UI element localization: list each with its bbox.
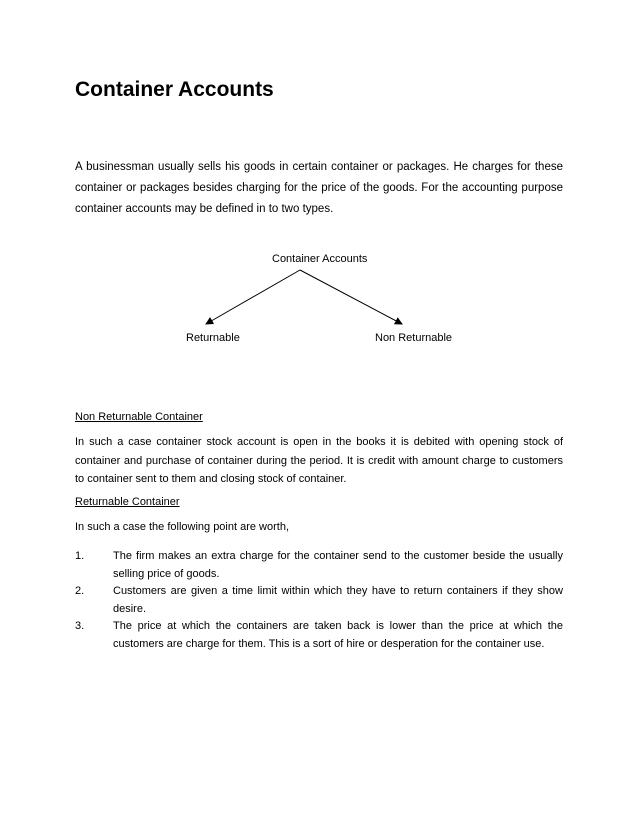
arrow-to-non-returnable — [300, 270, 402, 324]
diagram-root-label: Container Accounts — [272, 253, 368, 265]
returnable-points-list — [75, 548, 563, 653]
intro-paragraph: A businessman usually sells his goods in certain container or packages. He charges for these container or packages besides charging for the price of the goods. For the accounting purpose container accounts may be defined in to two types. — [75, 161, 563, 215]
non-returnable-paragraph: In such a case container stock account is open in the books it is debited with opening stock of container and purchase of container during the period. It is credit with amount charge to customers to container sent to them and closing stock of container. — [75, 436, 563, 485]
list-item — [75, 618, 563, 653]
list-item — [75, 583, 563, 618]
diagram-returnable-label: Returnable — [186, 332, 240, 344]
list-item-number: 1. — [75, 550, 85, 562]
returnable-intro: In such a case the following point are worth, — [75, 521, 290, 533]
diagram-non-returnable-label: Non Returnable — [375, 332, 453, 344]
non-returnable-heading: Non Returnable Container — [75, 411, 203, 423]
returnable-heading: Returnable Container — [75, 496, 180, 508]
list-item-text: Customers are given a time limit within which they have to return containers if they show desire. — [113, 585, 563, 615]
page-title: Container Accounts — [75, 78, 274, 101]
list-item-text: The price at which the containers are taken back is lower than the price at which the customers are charge for them. This is a sort of hire or desperation for the container use. — [113, 620, 563, 650]
container-accounts-diagram — [0, 240, 638, 360]
list-item-number: 2. — [75, 585, 85, 597]
list-item-number: 3. — [75, 620, 85, 632]
list-item — [75, 548, 563, 583]
list-item-text: The firm makes an extra charge for the container send to the customer beside the usually selling price of goods. — [113, 550, 563, 580]
arrow-to-returnable — [206, 270, 300, 324]
